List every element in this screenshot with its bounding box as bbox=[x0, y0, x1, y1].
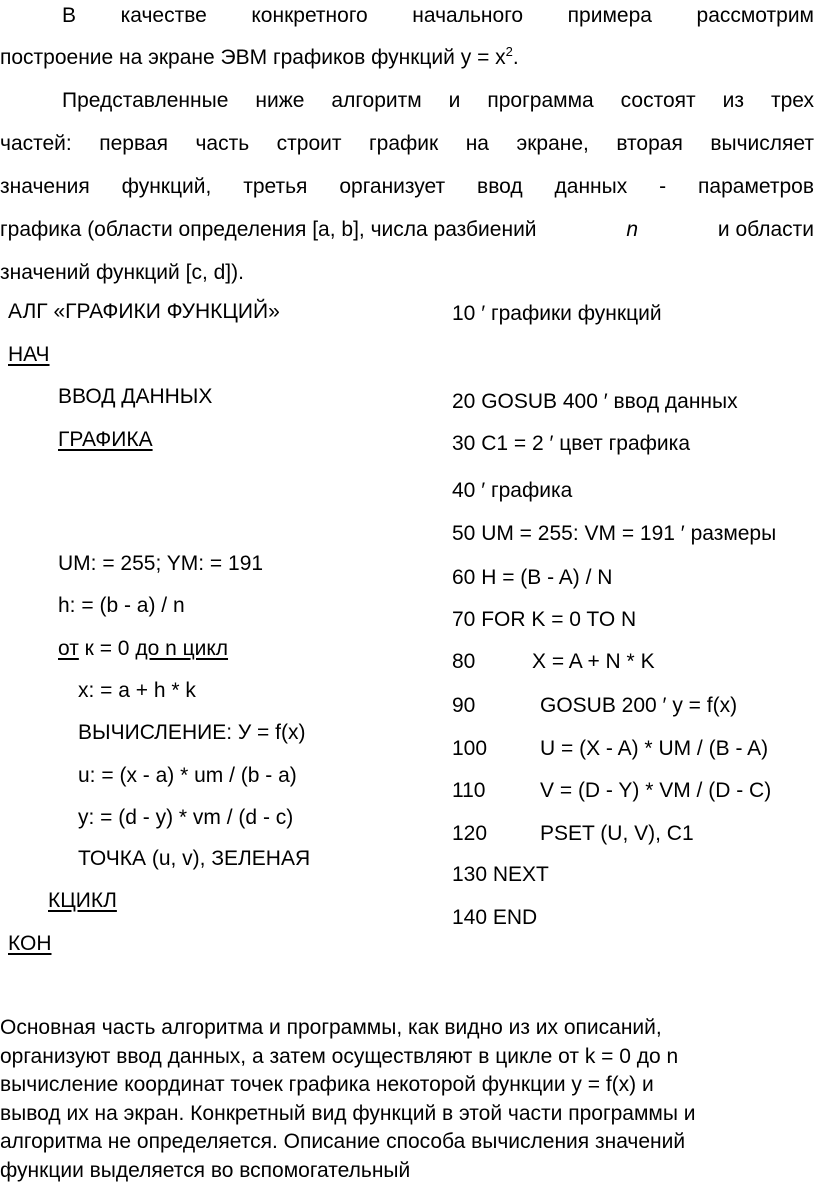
algorithm-dims: UM: = 255; YM: = 191 bbox=[58, 552, 263, 576]
intro-line: построение на экране ЭВМ графиков функций $y = x^2$. bbox=[0, 46, 519, 70]
program-line: 10 ′ графики функций bbox=[452, 302, 662, 326]
algorithm-u: u: = (x - a) * um / (b - a) bbox=[78, 764, 297, 788]
outro-line: функции выделяется во вспомогательный bbox=[0, 1157, 812, 1185]
outro-line: организуют ввод данных, а затем осуществляют в цикле от k = 0 до n bbox=[0, 1043, 812, 1072]
intro-line: В качестве конкретного начального примера рассмотрим bbox=[0, 4, 814, 28]
program-line-code: V = (D - Y) * VM / (D - C) bbox=[540, 779, 771, 803]
algorithm-begin: НАЧ bbox=[8, 343, 50, 367]
program-line: 130 NEXT bbox=[452, 863, 549, 887]
program-line: 50 UM = 255: VM = 191 ′ размеры bbox=[452, 522, 816, 546]
program-line: 60 H = (B - A) / N bbox=[452, 566, 612, 590]
superscript: 2 bbox=[506, 44, 513, 59]
intro-line: частей: первая часть строит график на экране, вторая вычисляет bbox=[0, 132, 814, 156]
program-line-code: GOSUB 200 ′ y = f(x) bbox=[540, 694, 737, 718]
algorithm-point: ТОЧКА (u, v), ЗЕЛЕНАЯ bbox=[78, 847, 310, 871]
intro-line: Представленные ниже алгоритм и программа состоят из трех bbox=[0, 89, 814, 113]
algorithm-loop: от к = 0 до n цикл bbox=[58, 637, 228, 661]
algorithm-x: x: = a + h * k bbox=[78, 679, 196, 703]
algorithm-graph: ГРАФИКА bbox=[58, 428, 153, 452]
algorithm-calc: ВЫЧИСЛЕНИЕ: У = f(x) bbox=[78, 721, 305, 745]
algorithm-step: h: = (b - a) / n bbox=[58, 594, 185, 618]
program-line: 40 ′ графика bbox=[452, 479, 572, 503]
program-line: 140 END bbox=[452, 906, 537, 930]
algorithm-y: y: = (d - y) * vm / (d - c) bbox=[78, 806, 293, 830]
intro-line: значения функций, третья организует ввод данных - параметров bbox=[0, 175, 814, 199]
program-line-number: 90 bbox=[452, 694, 475, 718]
intro-line: значений функций [c, d]). bbox=[0, 261, 244, 285]
outro-line: вычисление координат точек графика некоторой функции y = f(x) и bbox=[0, 1071, 812, 1100]
program-line-number: 80 bbox=[452, 650, 475, 674]
program-line-number: 120 bbox=[452, 822, 487, 846]
algorithm-input: ВВОД ДАННЫХ bbox=[58, 385, 212, 409]
program-line: 20 GOSUB 400 ′ ввод данных bbox=[452, 390, 738, 414]
algorithm-endloop: КЦИКЛ bbox=[48, 889, 117, 913]
outro-paragraph bbox=[0, 1014, 812, 1185]
outro-line: алгоритма не определяется. Описание способа вычисления значений bbox=[0, 1128, 812, 1157]
program-line: 70 FOR K = 0 TO N bbox=[452, 608, 636, 632]
algorithm-title: АЛГ «ГРАФИКИ ФУНКЦИЙ» bbox=[8, 300, 280, 324]
algorithm-end: КОН bbox=[8, 932, 52, 956]
outro-line: Основная часть алгоритма и программы, как видно из их описаний, bbox=[0, 1014, 812, 1043]
program-line-number: 110 bbox=[452, 779, 485, 803]
program-line-number: 100 bbox=[452, 737, 487, 761]
program-line-code: PSET (U, V), C1 bbox=[540, 822, 694, 846]
program-line-code: X = A + N * K bbox=[532, 650, 655, 674]
program-line-code: U = (X - A) * UM / (B - A) bbox=[540, 737, 768, 761]
intro-line: графика (области определения [a, b], числа разбиений n и области bbox=[0, 218, 814, 242]
outro-line: вывод их на экран. Конкретный вид функций в этой части программы и bbox=[0, 1100, 812, 1129]
program-line: 30 C1 = 2 ′ цвет графика bbox=[452, 432, 690, 456]
